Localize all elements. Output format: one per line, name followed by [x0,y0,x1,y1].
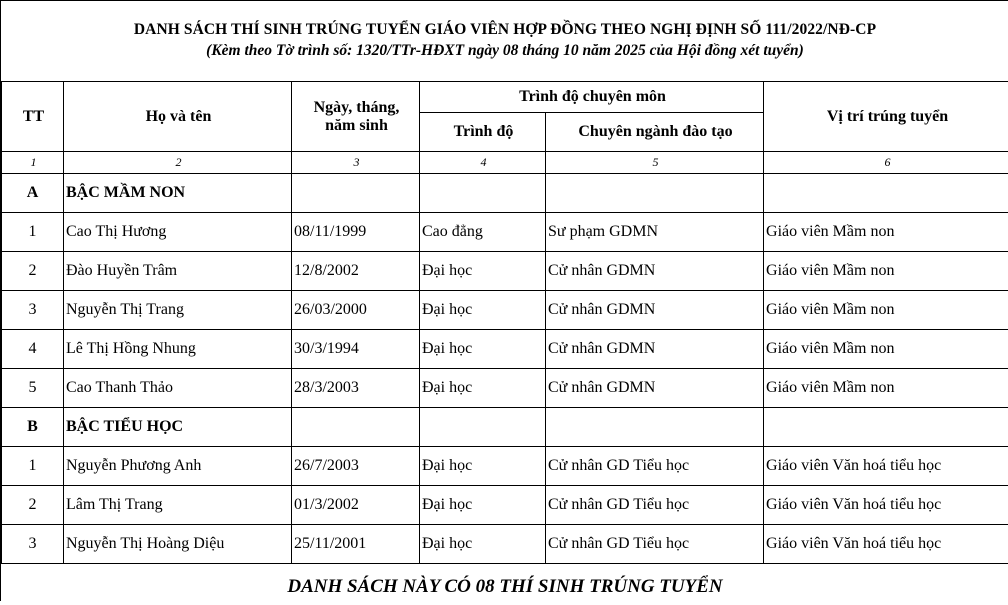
col-header-dob-line1: Ngày, tháng, [294,99,419,117]
cell-level: Đại học [420,252,546,291]
empty-cell [292,408,420,447]
section-title: BẬC TIỂU HỌC [64,408,292,447]
section-row [2,174,1008,213]
cell-tt: 2 [2,486,64,525]
cell-dob: 01/3/2002 [292,486,420,525]
document-header [1,1,1008,81]
cell-name: Đào Huyền Trâm [64,252,292,291]
column-number: 5 [546,152,764,174]
cell-position: Giáo viên Văn hoá tiểu học [764,447,1008,486]
empty-cell [546,174,764,213]
column-number: 3 [292,152,420,174]
cell-major: Cử nhân GDMN [546,252,764,291]
cell-major: Cử nhân GDMN [546,369,764,408]
column-number: 4 [420,152,546,174]
empty-cell [420,408,546,447]
cell-dob: 08/11/1999 [292,213,420,252]
cell-tt: 5 [2,369,64,408]
cell-tt: 3 [2,525,64,564]
cell-position: Giáo viên Văn hoá tiểu học [764,525,1008,564]
section-code: B [2,408,64,447]
cell-level: Đại học [420,525,546,564]
col-header-name: Họ và tên [64,82,292,152]
cell-name: Lâm Thị Trang [64,486,292,525]
cell-position: Giáo viên Mầm non [764,369,1008,408]
table-header [2,82,1008,152]
document-title: DANH SÁCH THÍ SINH TRÚNG TUYỂN GIÁO VIÊN HỢP ĐỒNG THEO NGHỊ ĐỊNH SỐ 111/2022/NĐ-CP [1,21,1008,39]
column-number-row [2,152,1008,174]
cell-level: Đại học [420,291,546,330]
cell-tt: 4 [2,330,64,369]
cell-name: Cao Thị Hương [64,213,292,252]
cell-dob: 28/3/2003 [292,369,420,408]
cell-position: Giáo viên Mầm non [764,330,1008,369]
column-number: 6 [764,152,1008,174]
cell-major: Cử nhân GDMN [546,291,764,330]
table-row [2,252,1008,291]
section-code: A [2,174,64,213]
cell-major: Cử nhân GD Tiểu học [546,486,764,525]
cell-level: Cao đẳng [420,213,546,252]
section-title: BẬC MẦM NON [64,174,292,213]
cell-position: Giáo viên Mầm non [764,252,1008,291]
cell-major: Cử nhân GDMN [546,330,764,369]
column-number: 1 [2,152,64,174]
cell-position: Giáo viên Mầm non [764,213,1008,252]
cell-tt: 3 [2,291,64,330]
table-body [2,152,1008,564]
cell-name: Lê Thị Hồng Nhung [64,330,292,369]
empty-cell [764,408,1008,447]
table-row [2,330,1008,369]
col-header-dob-line2: năm sinh [294,117,419,135]
col-header-dob [292,82,420,152]
cell-name: Nguyễn Thị Hoàng Diệu [64,525,292,564]
cell-tt: 2 [2,252,64,291]
cell-tt: 1 [2,213,64,252]
cell-name: Nguyễn Phương Anh [64,447,292,486]
table-row [2,525,1008,564]
cell-dob: 26/03/2000 [292,291,420,330]
cell-dob: 25/11/2001 [292,525,420,564]
document-footer: DANH SÁCH NÀY CÓ 08 THÍ SINH TRÚNG TUYỂN [1,569,1008,602]
cell-dob: 12/8/2002 [292,252,420,291]
cell-major: Sư phạm GDMN [546,213,764,252]
table-row [2,291,1008,330]
cell-name: Nguyễn Thị Trang [64,291,292,330]
empty-cell [764,174,1008,213]
cell-dob: 30/3/1994 [292,330,420,369]
column-number: 2 [64,152,292,174]
candidate-table [1,81,1008,564]
empty-cell [292,174,420,213]
col-header-qualification-group: Trình độ chuyên môn [420,82,764,113]
cell-tt: 1 [2,447,64,486]
cell-level: Đại học [420,447,546,486]
empty-cell [546,408,764,447]
cell-major: Cử nhân GD Tiểu học [546,525,764,564]
col-header-level: Trình độ [420,113,546,152]
table-row [2,486,1008,525]
section-row [2,408,1008,447]
cell-level: Đại học [420,330,546,369]
table-row [2,369,1008,408]
col-header-tt: TT [2,82,64,152]
cell-position: Giáo viên Mầm non [764,291,1008,330]
col-header-position: Vị trí trúng tuyển [764,82,1008,152]
document-subtitle: (Kèm theo Tờ trình số: 1320/TTr-HĐXT ngày 08 tháng 10 năm 2025 của Hội đồng xét tuyển) [1,42,1008,60]
cell-major: Cử nhân GD Tiểu học [546,447,764,486]
cell-level: Đại học [420,369,546,408]
cell-dob: 26/7/2003 [292,447,420,486]
cell-name: Cao Thanh Thảo [64,369,292,408]
empty-cell [420,174,546,213]
table-row [2,447,1008,486]
cell-position: Giáo viên Văn hoá tiểu học [764,486,1008,525]
col-header-major: Chuyên ngành đào tạo [546,113,764,152]
table-row [2,213,1008,252]
cell-level: Đại học [420,486,546,525]
